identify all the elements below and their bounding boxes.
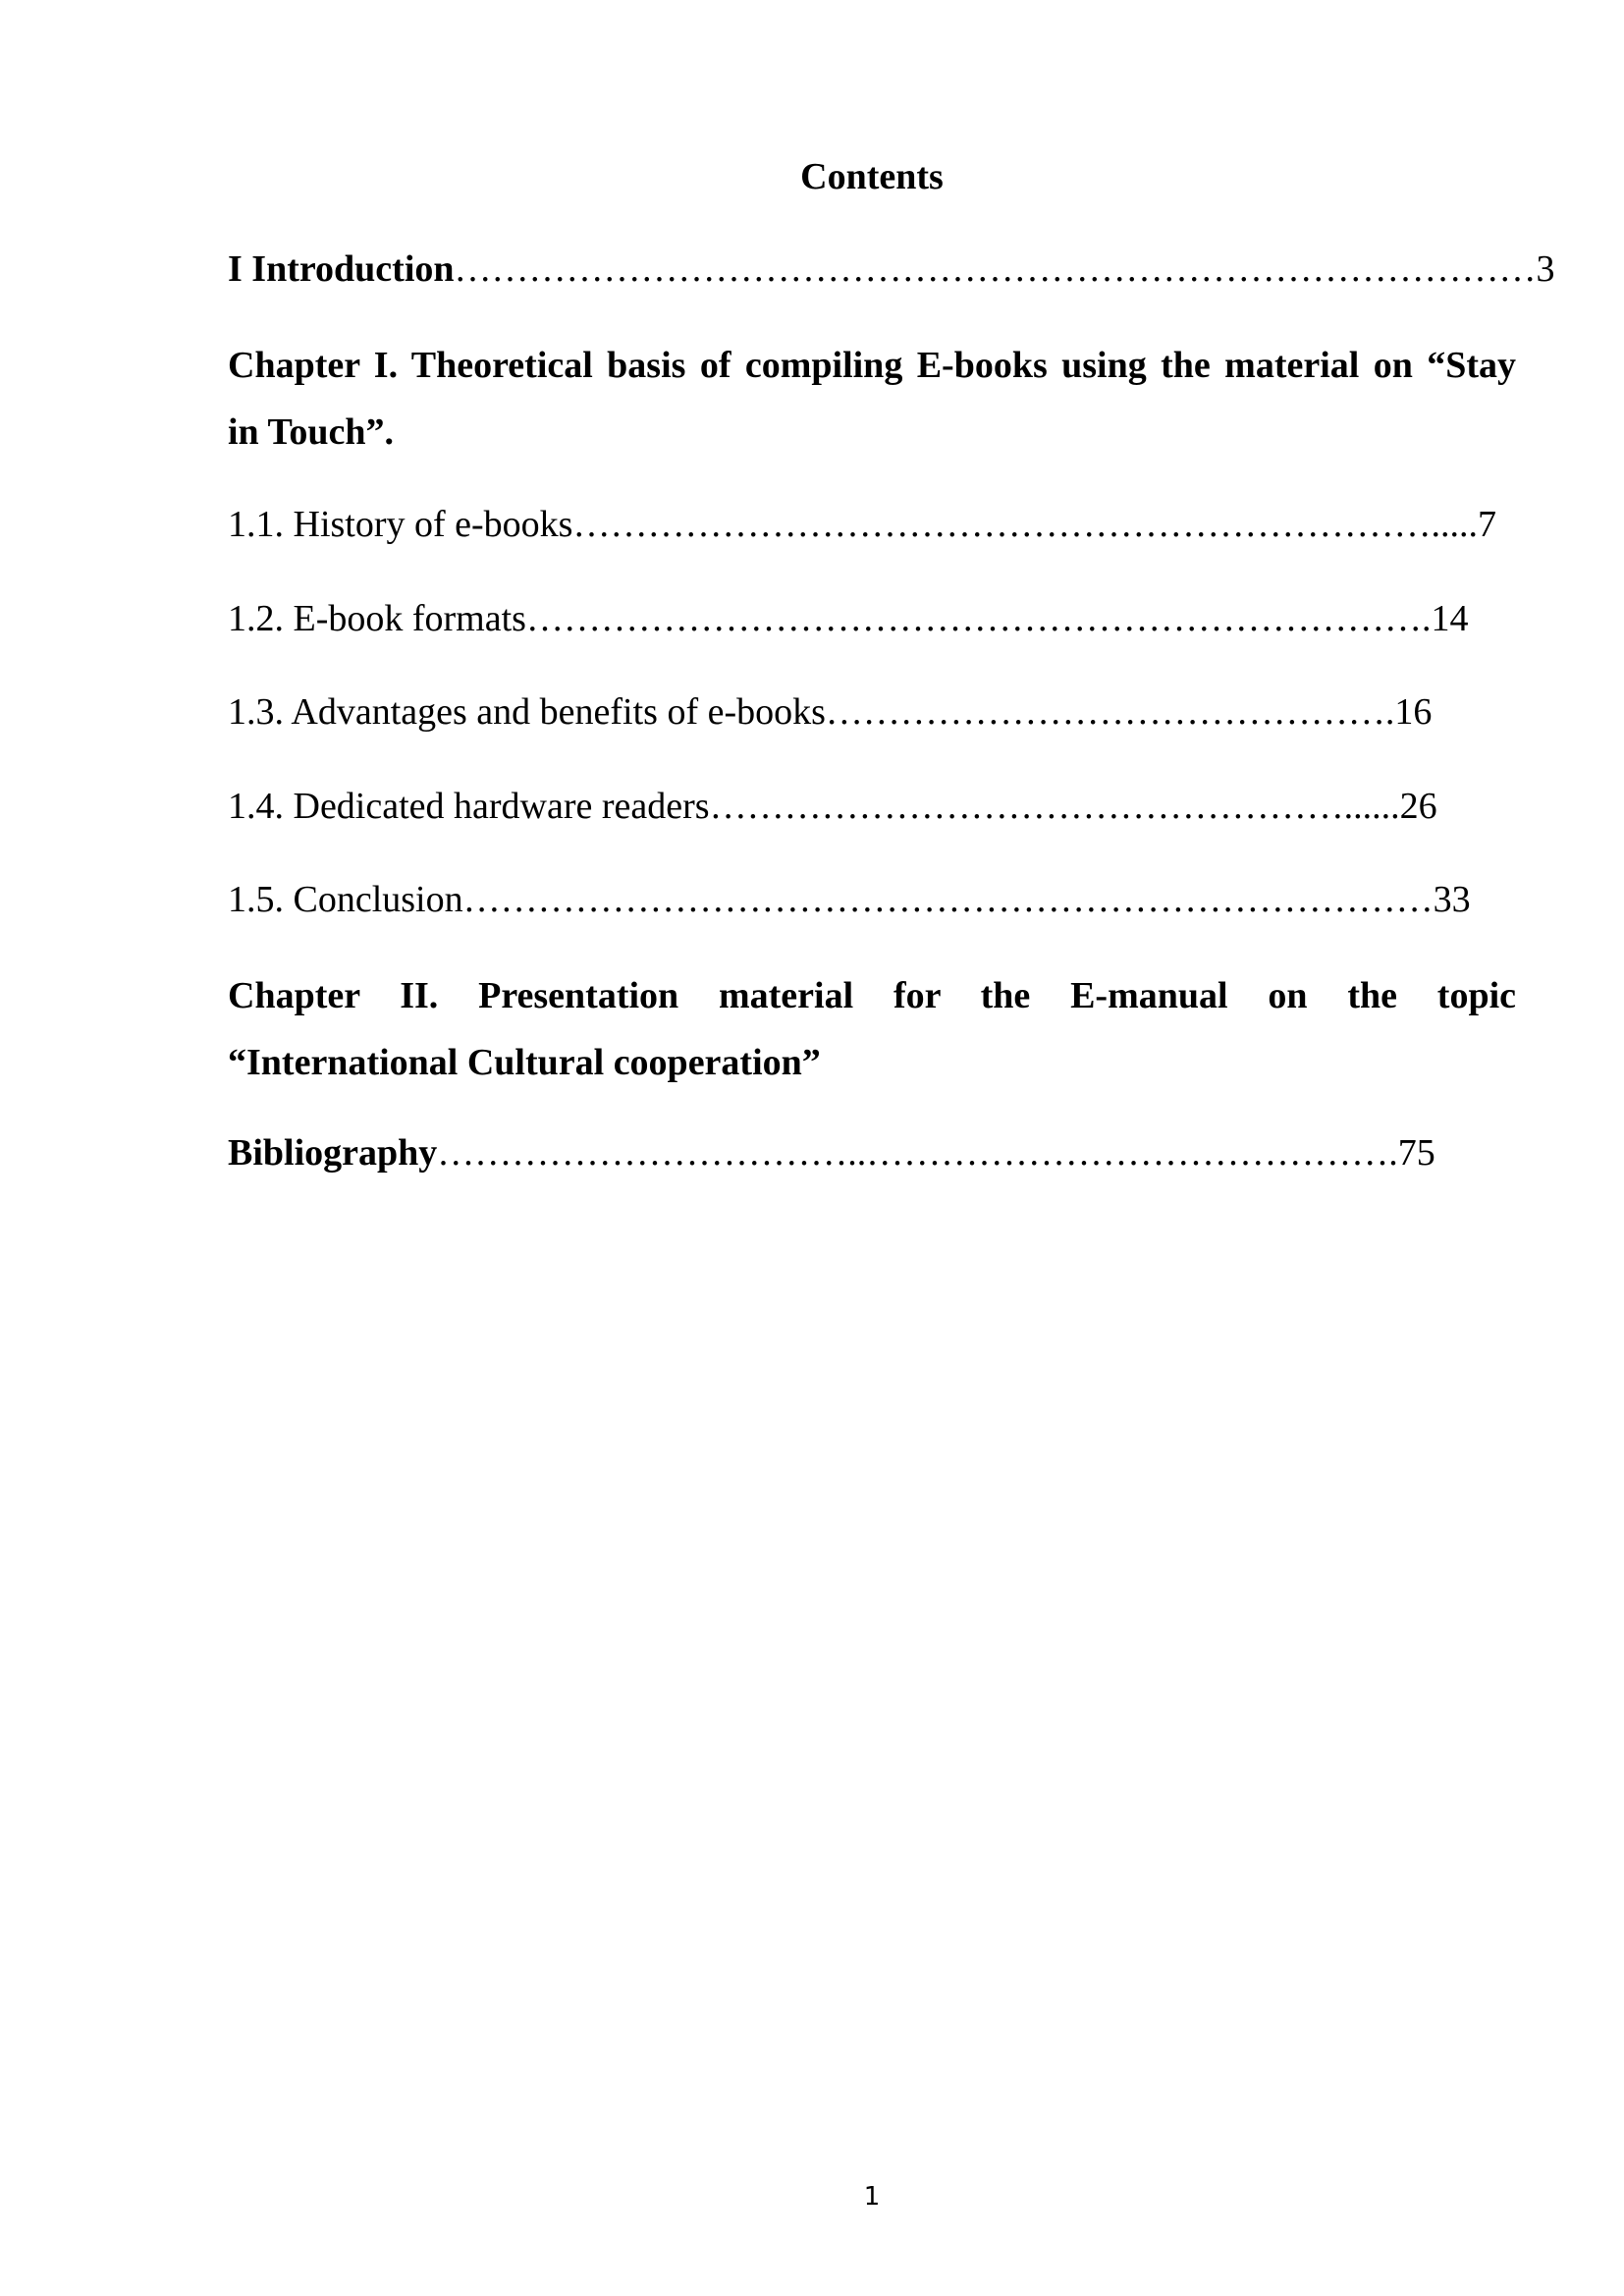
toc-page-number: 33 [1433, 879, 1471, 920]
toc-leader-dots: ………………………………………………………………. [525, 598, 1432, 639]
toc-page-number: 16 [1394, 691, 1433, 733]
toc-page-number: 7 [1477, 504, 1496, 545]
toc-entry-section-1-2 [228, 595, 1468, 642]
page-footer-number: 1 [863, 2182, 881, 2212]
toc-entry-label: 1.1. History of e-books [228, 504, 573, 545]
toc-leader-dots: ……………………………………………...... [709, 786, 1400, 827]
toc-leader-dots: ………………………………………. [825, 691, 1395, 733]
toc-page-number: 75 [1397, 1132, 1435, 1174]
toc-entry-label: 1.2. E-book formats [228, 598, 526, 639]
toc-chapter-1-line-1: Chapter I. Theoretical basis of compiling E-books using the material on “Stay [228, 345, 1516, 386]
toc-entry-bibliography [228, 1129, 1435, 1176]
toc-page-number: 26 [1399, 786, 1437, 827]
toc-entry-introduction [228, 246, 1555, 293]
toc-entry-label: I Introduction [228, 248, 455, 290]
toc-entry-section-1-5 [228, 876, 1471, 923]
toc-chapter-2-line-2: “International Cultural cooperation” [228, 1042, 821, 1083]
toc-leader-dots: …………………………………………………………………… [462, 879, 1434, 920]
toc-leader-dots: ……………………………………………………………..... [572, 504, 1478, 545]
toc-page-number: 14 [1431, 598, 1469, 639]
toc-entry-label: 1.5. Conclusion [228, 879, 463, 920]
toc-entry-label: 1.4. Dedicated hardware readers [228, 786, 710, 827]
toc-leader-dots: ……………………………..……………………………………. [437, 1132, 1398, 1174]
toc-entry-section-1-4 [228, 783, 1437, 830]
contents-title: Contents [800, 156, 944, 197]
toc-entry-label: 1.3. Advantages and benefits of e-books [228, 691, 826, 733]
toc-chapter-1-heading [228, 332, 1516, 465]
toc-page-number: 3 [1536, 248, 1555, 290]
toc-entry-section-1-1 [228, 501, 1496, 548]
toc-chapter-2-heading [228, 962, 1516, 1096]
toc-chapter-1-line-2: in Touch”. [228, 411, 394, 453]
toc-chapter-2-line-1: Chapter II. Presentation material for the E-manual on the topic [228, 975, 1516, 1016]
toc-entry-section-1-3 [228, 688, 1432, 736]
toc-entry-label: Bibliography [228, 1132, 438, 1174]
toc-leader-dots: …………………………………………………………………………… [454, 248, 1537, 290]
